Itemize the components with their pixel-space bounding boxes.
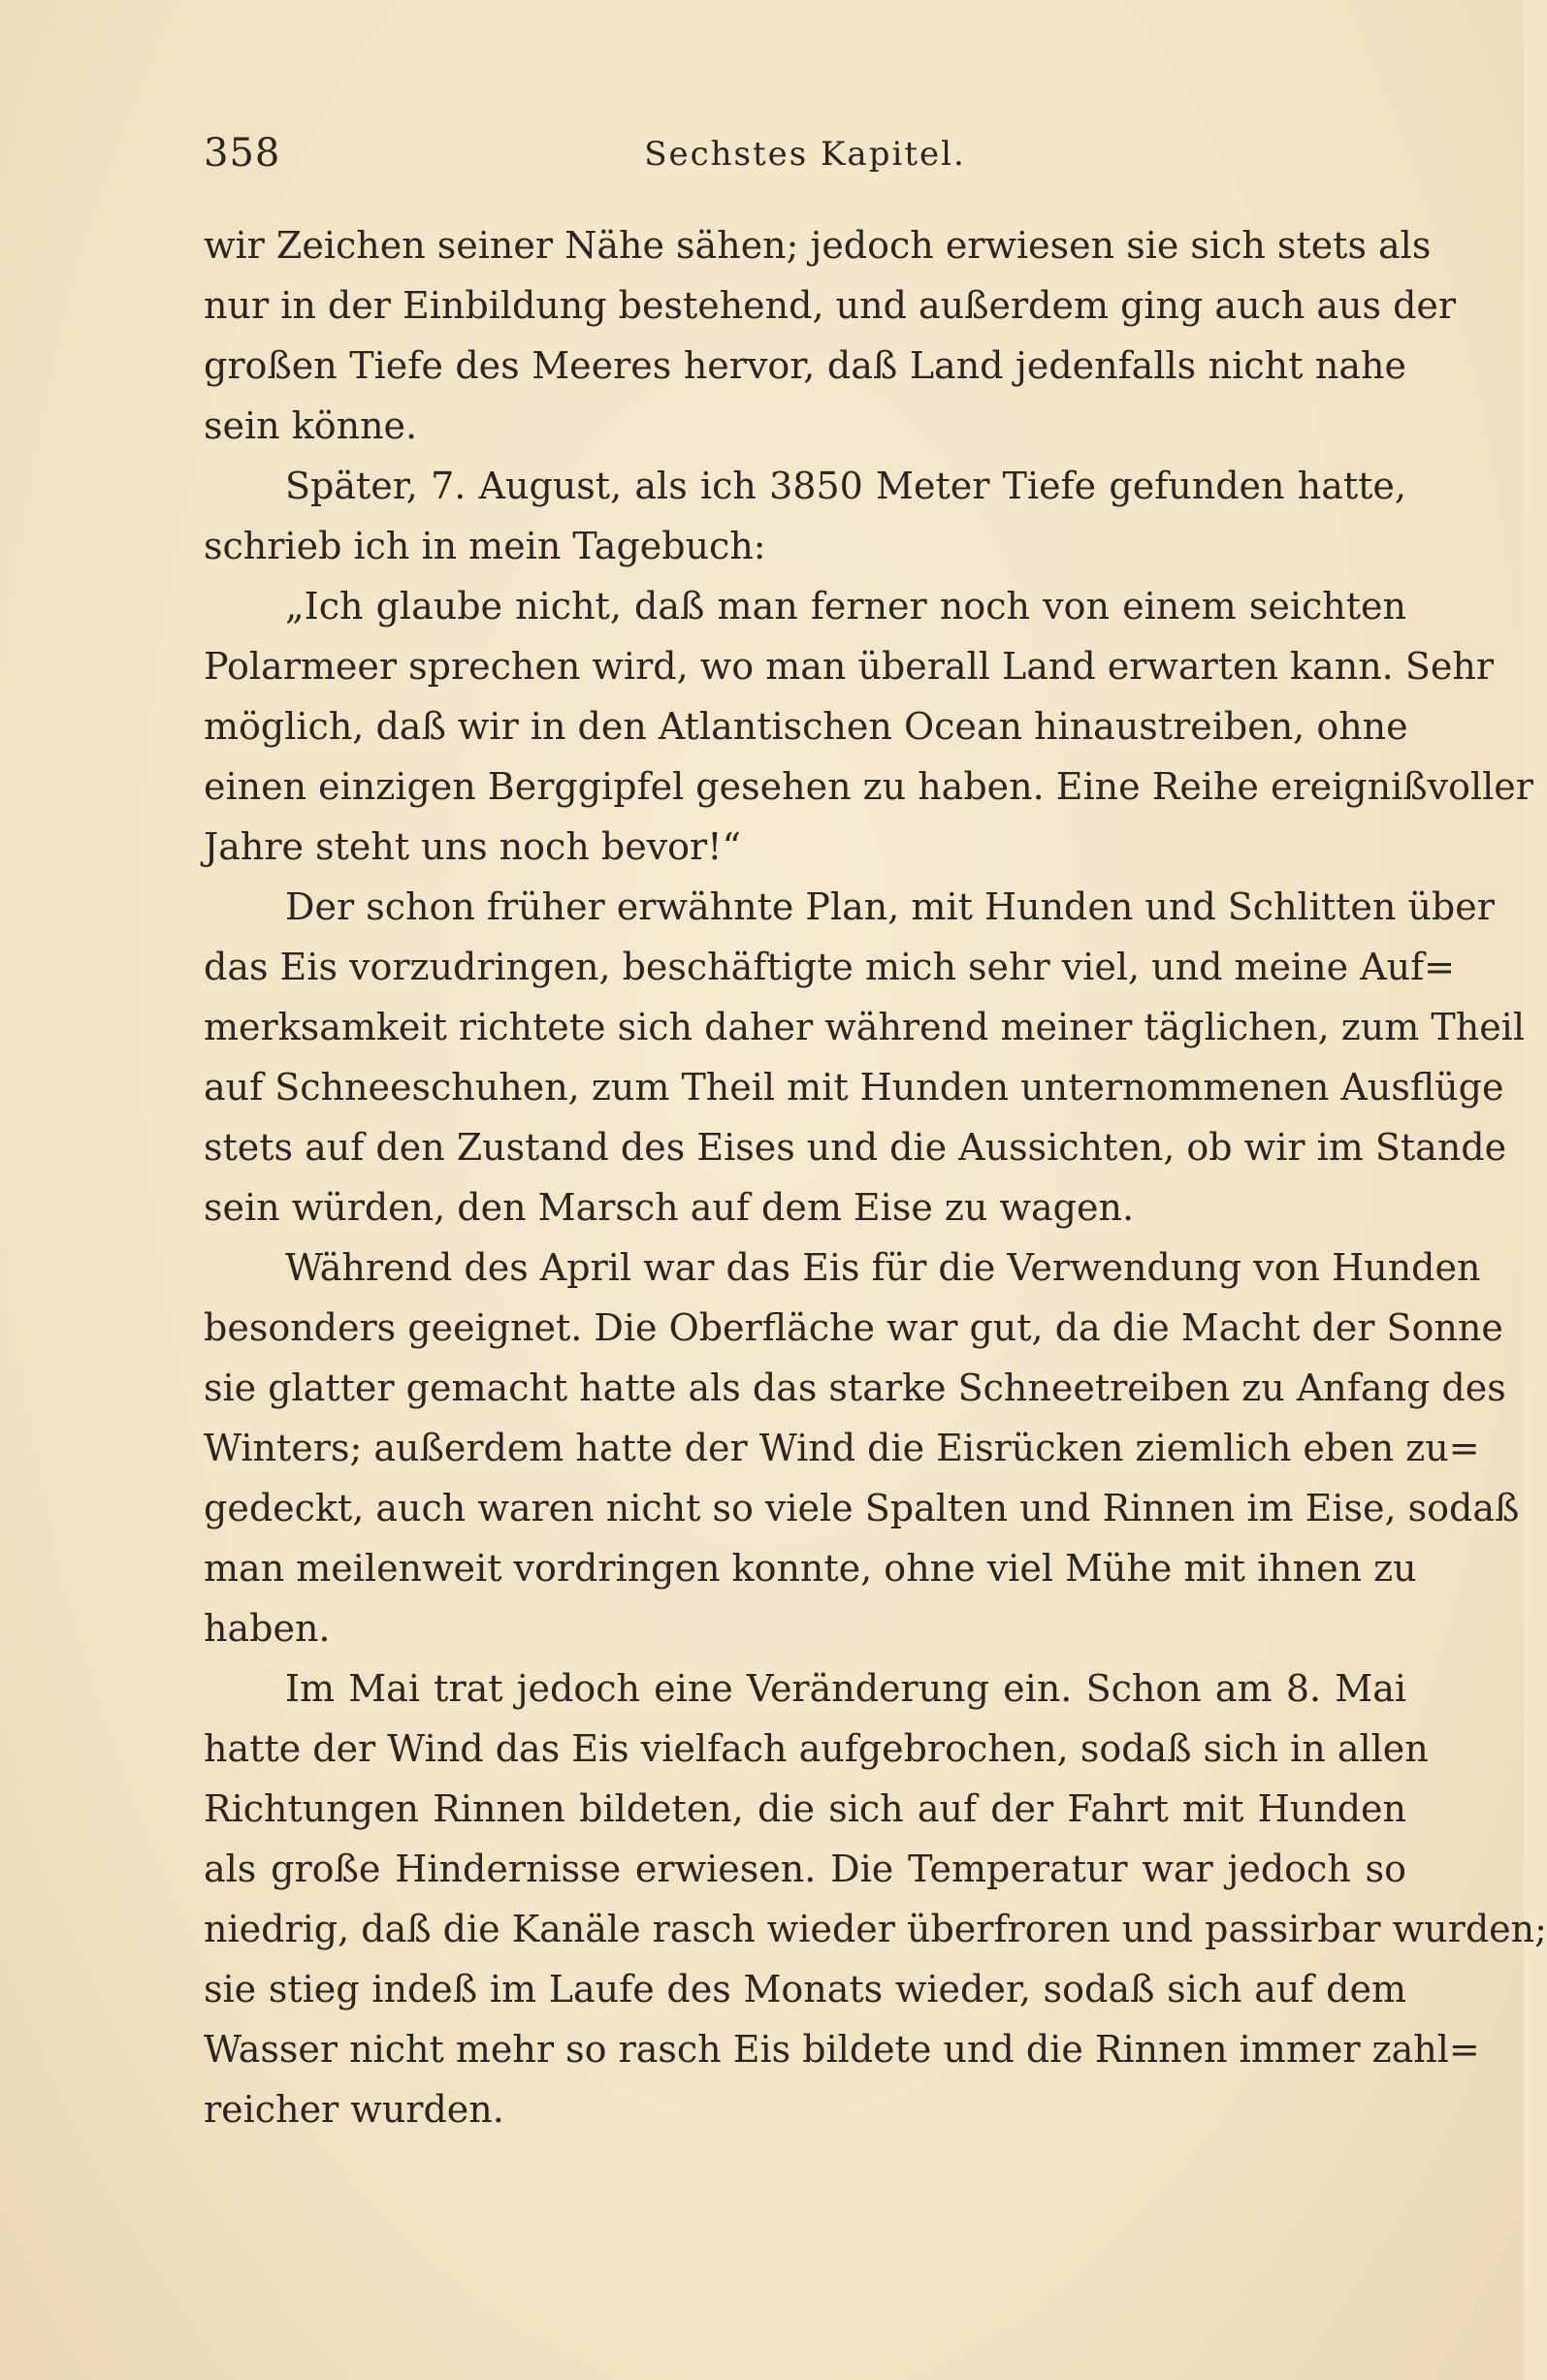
text-line: großen Tiefe des Meeres hervor, daß Land jedenfalls nicht nahe bbox=[204, 344, 1406, 387]
text-line: Im Mai trat jedoch eine Veränderung ein. Schon am 8. Mai bbox=[285, 1667, 1406, 1710]
text-line: Richtungen Rinnen bildeten, die sich auf der Fahrt mit Hunden bbox=[204, 1787, 1406, 1830]
text-line: möglich, daß wir in den Atlantischen Ocean hinaustreiben, ohne bbox=[204, 705, 1408, 748]
paragraph bbox=[204, 576, 1533, 877]
paragraph bbox=[204, 1238, 1520, 1658]
text-line: reicher wurden. bbox=[204, 2088, 504, 2131]
text-line: schrieb ich in mein Tagebuch: bbox=[204, 525, 766, 567]
paragraph bbox=[204, 456, 1406, 576]
text-line: auf Schneeschuhen, zum Theil mit Hunden unternommenen Ausflüge bbox=[204, 1066, 1504, 1109]
text-line: Polarmeer sprechen wird, wo man überall Land erwarten kann. Sehr bbox=[204, 645, 1494, 688]
paragraph bbox=[204, 1658, 1547, 2139]
text-line: niedrig, daß die Kanäle rasch wieder überfroren und passirbar wurden; bbox=[204, 1908, 1547, 1950]
text-line: hatte der Wind das Eis vielfach aufgebrochen, sodaß sich in allen bbox=[204, 1727, 1429, 1770]
text-line: nur in der Einbildung bestehend, und außerdem ging auch aus der bbox=[204, 284, 1457, 327]
text-line: Jahre steht uns noch bevor!“ bbox=[204, 825, 741, 868]
paragraph bbox=[204, 215, 1457, 456]
text-line: stets auf den Zustand des Eises und die Aussichten, ob wir im Stande bbox=[204, 1126, 1507, 1169]
text-line: gedeckt, auch waren nicht so viele Spalten und Rinnen im Eise, sodaß bbox=[204, 1487, 1520, 1529]
text-line: als große Hindernisse erwiesen. Die Temperatur war jedoch so bbox=[204, 1848, 1406, 1890]
text-line: wir Zeichen seiner Nähe sähen; jedoch erwiesen sie sich stets als bbox=[204, 224, 1432, 267]
text-line: das Eis vorzudringen, beschäftigte mich sehr viel, und meine Auf= bbox=[204, 946, 1456, 988]
text-line: sie glatter gemacht hatte als das starke Schneetreiben zu Anfang des bbox=[204, 1367, 1506, 1409]
text-line: einen einzigen Berggipfel gesehen zu haben. Eine Reihe ereignißvoller bbox=[204, 765, 1533, 808]
text-line: merksamkeit richtete sich daher während meiner täglichen, zum Theil bbox=[204, 1006, 1525, 1048]
text-line: Während des April war das Eis für die Verwendung von Hunden bbox=[285, 1246, 1481, 1289]
text-line: haben. bbox=[204, 1607, 331, 1650]
text-line: Wasser nicht mehr so rasch Eis bildete und die Rinnen immer zahl= bbox=[204, 2028, 1480, 2071]
text-line: man meilenweit vordringen konnte, ohne viel Mühe mit ihnen zu bbox=[204, 1547, 1417, 1590]
text-line: Der schon früher erwähnte Plan, mit Hunden und Schlitten über bbox=[285, 885, 1495, 928]
body-text bbox=[204, 215, 1547, 2139]
text-line: sie stieg indeß im Laufe des Monats wieder, sodaß sich auf dem bbox=[204, 1968, 1406, 2010]
page-number: 358 bbox=[204, 131, 281, 176]
text-line: sein könne. bbox=[204, 404, 418, 447]
paragraph bbox=[204, 877, 1525, 1238]
text-line: Später, 7. August, als ich 3850 Meter Tiefe gefunden hatte, bbox=[285, 465, 1406, 507]
running-head: Sechstes Kapitel. bbox=[644, 135, 966, 174]
page-header bbox=[204, 131, 1406, 189]
text-line: besonders geeignet. Die Oberfläche war gut, da die Macht der Sonne bbox=[204, 1306, 1503, 1349]
text-line: sein würden, den Marsch auf dem Eise zu wagen. bbox=[204, 1186, 1135, 1229]
text-line: Winters; außerdem hatte der Wind die Eisrücken ziemlich eben zu= bbox=[204, 1427, 1480, 1469]
text-line: „Ich glaube nicht, daß man ferner noch von einem seichten bbox=[285, 585, 1406, 627]
